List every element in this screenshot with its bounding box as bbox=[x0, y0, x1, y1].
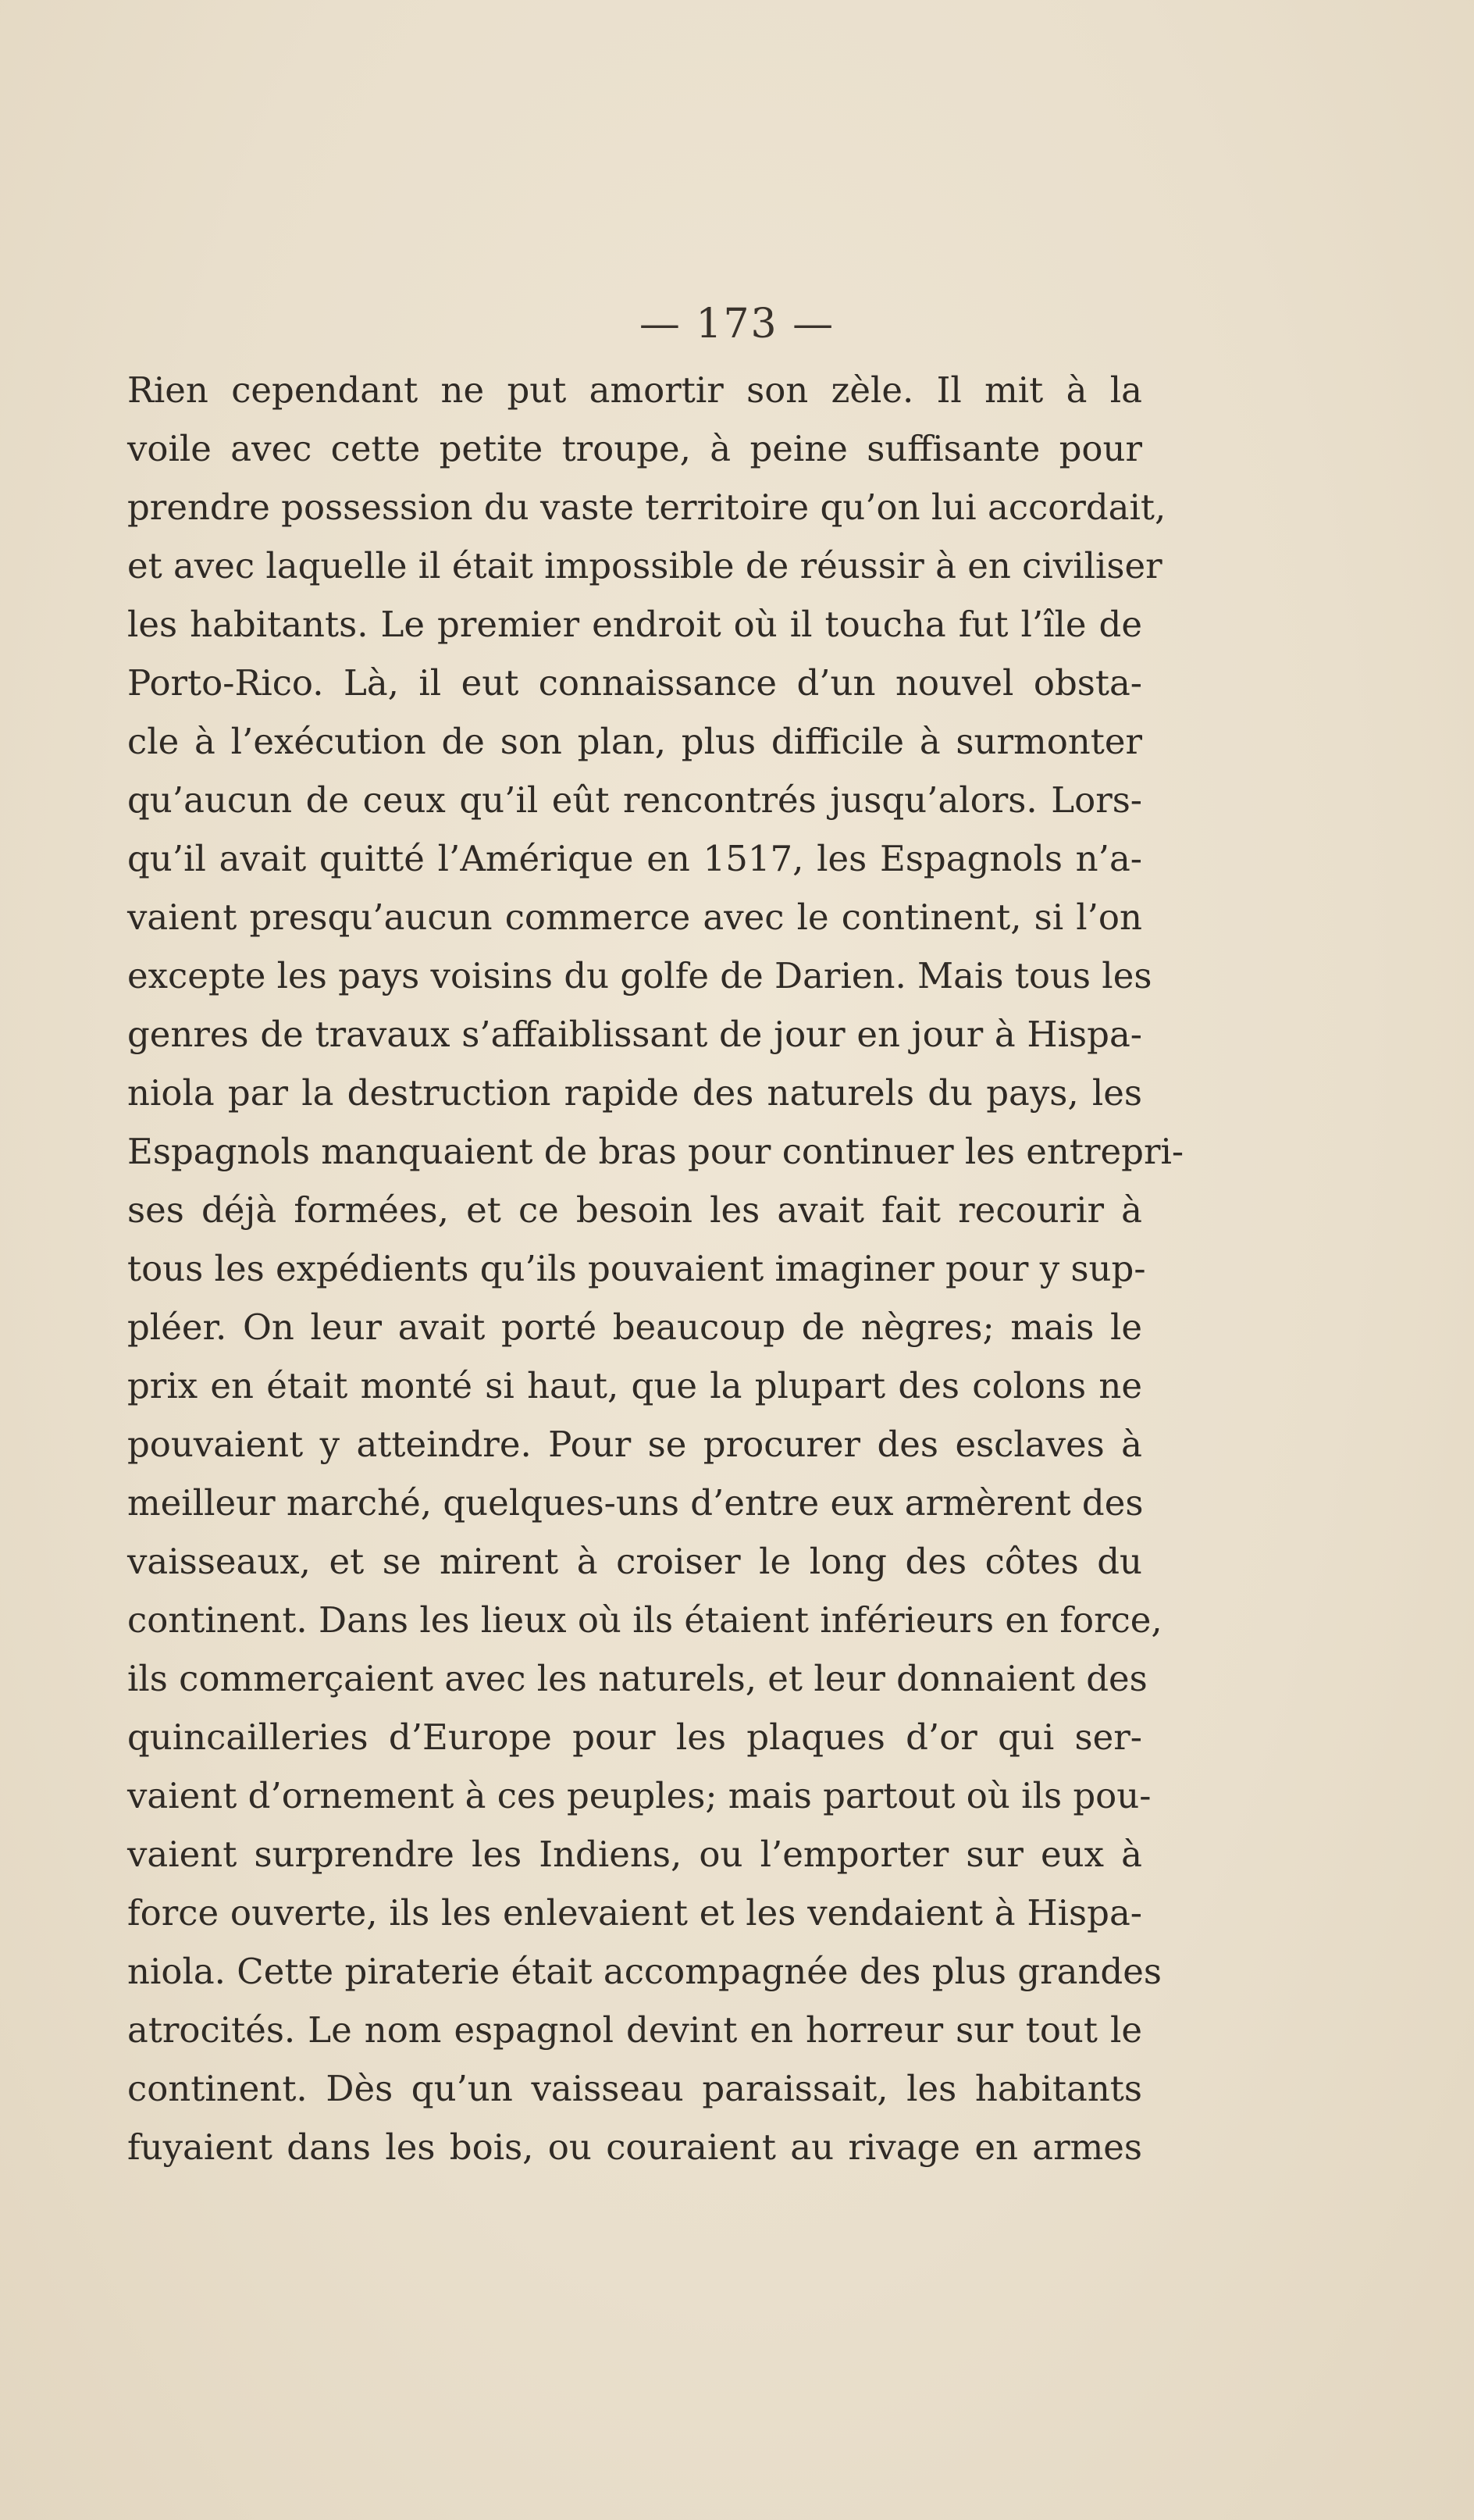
text-line: excepte les pays voisins du golfe de Darien. Mais tous les bbox=[127, 955, 1152, 996]
body-text bbox=[127, 361, 1184, 2176]
text-line: vaisseaux, et se mirent à croiser le long des côtes du bbox=[127, 1541, 1142, 1582]
text-line: meilleur marché, quelques-uns d’entre eux armèrent des bbox=[127, 1482, 1144, 1524]
text-line: pléer. On leur avait porté beaucoup de nègres; mais le bbox=[127, 1306, 1142, 1348]
text-line: voile avec cette petite troupe, à peine suffisante pour bbox=[127, 428, 1142, 469]
text-line: vaient presqu’aucun commerce avec le continent, si l’on bbox=[127, 896, 1142, 938]
text-line: ses déjà formées, et ce besoin les avait fait recourir à bbox=[127, 1189, 1142, 1231]
text-line: Porto-Rico. Là, il eut connaissance d’un nouvel obsta- bbox=[127, 662, 1142, 704]
text-line: prix en était monté si haut, que la plupart des colons ne bbox=[127, 1365, 1142, 1406]
text-line: quincailleries d’Europe pour les plaques d’or qui ser- bbox=[127, 1716, 1142, 1758]
text-line: Rien cependant ne put amortir son zèle. Il mit à la bbox=[127, 369, 1142, 411]
text-line: tous les expédients qu’ils pouvaient imaginer pour y sup- bbox=[127, 1248, 1146, 1289]
text-line: qu’aucun de ceux qu’il eût rencontrés jusqu’alors. Lors- bbox=[127, 779, 1142, 821]
text-line: continent. Dans les lieux où ils étaient inférieurs en force, bbox=[127, 1599, 1162, 1641]
text-line: pouvaient y atteindre. Pour se procurer des esclaves à bbox=[127, 1424, 1142, 1465]
text-line: vaient d’ornement à ces peuples; mais partout où ils pou- bbox=[127, 1775, 1152, 1816]
text-line: force ouverte, ils les enlevaient et les vendaient à Hispa- bbox=[127, 1892, 1142, 1934]
text-line: vaient surprendre les Indiens, ou l’emporter sur eux à bbox=[127, 1834, 1142, 1875]
text-line: ils commerçaient avec les naturels, et leur donnaient des bbox=[127, 1658, 1148, 1699]
text-line: niola par la destruction rapide des naturels du pays, les bbox=[127, 1072, 1142, 1114]
text-line: qu’il avait quitté l’Amérique en 1517, les Espagnols n’a- bbox=[127, 838, 1142, 879]
text-line: les habitants. Le premier endroit où il toucha fut l’île de bbox=[127, 604, 1142, 645]
page-number: — 173 — bbox=[639, 301, 835, 348]
text-line: atrocités. Le nom espagnol devint en horreur sur tout le bbox=[127, 2009, 1142, 2051]
text-line: niola. Cette piraterie était accompagnée des plus grandes bbox=[127, 1951, 1162, 1992]
text-line: continent. Dès qu’un vaisseau paraissait, les habitants bbox=[127, 2068, 1142, 2109]
text-line: prendre possession du vaste territoire qu’on lui accordait, bbox=[127, 487, 1166, 528]
text-line: fuyaient dans les bois, ou couraient au rivage en armes bbox=[127, 2126, 1142, 2168]
text-line: cle à l’exécution de son plan, plus difficile à surmonter bbox=[127, 721, 1142, 762]
text-line: Espagnols manquaient de bras pour continuer les entrepri- bbox=[127, 1131, 1184, 1172]
text-line: et avec laquelle il était impossible de réussir à en civiliser bbox=[127, 545, 1162, 586]
text-line: genres de travaux s’affaiblissant de jour en jour à Hispa- bbox=[127, 1014, 1142, 1055]
